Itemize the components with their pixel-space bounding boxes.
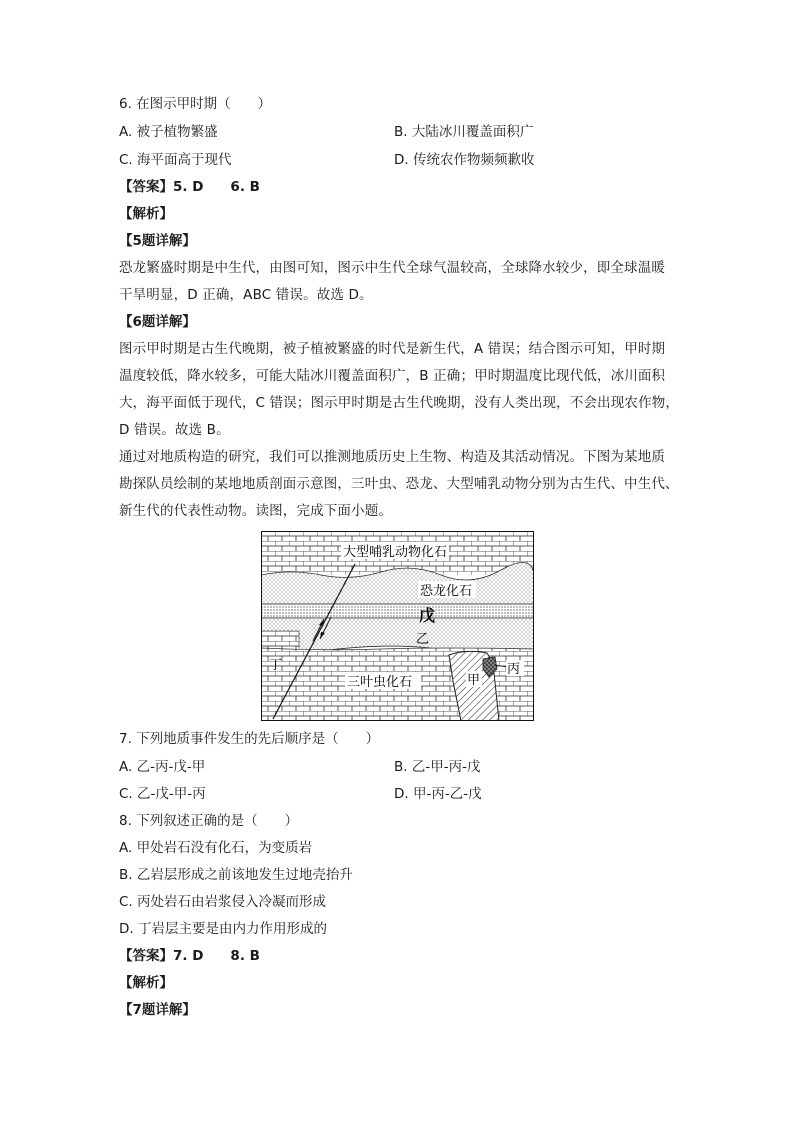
- intro-line: 新生代的代表性动物。读图，完成下面小题。: [119, 503, 392, 519]
- label-jia: 甲: [467, 673, 481, 688]
- analysis-title-2: 【解析】: [119, 975, 173, 991]
- q6-detail-line: 图示甲时期是古生代晚期，被子植被繁盛的时代是新生代，A 错误；结合图示可知，甲时期: [119, 341, 666, 357]
- q5-detail-title: 【5题详解】: [119, 233, 196, 249]
- q7-option-b: B. 乙-甲-丙-戊: [394, 759, 481, 775]
- answer-line-2: 【答案】7. D 8. B: [119, 948, 260, 964]
- wu-sublayer: [261, 604, 534, 618]
- analysis-title-1: 【解析】: [119, 206, 173, 222]
- q8-option-a: A. 甲处岩石没有化石，为变质岩: [119, 840, 313, 856]
- intro-line: 通过对地质构造的研究，我们可以推测地质历史上生物、构造及其活动情况。下图为某地质: [119, 449, 665, 465]
- label-dinosaur-fossil: 恐龙化石: [420, 584, 473, 599]
- geologic-cross-section-figure: [261, 531, 534, 721]
- q6-option-b: B. 大陆冰川覆盖面积广: [394, 124, 534, 140]
- q7-option-d: D. 甲-丙-乙-戊: [394, 786, 482, 802]
- q6-option-d: D. 传统农作物频频歉收: [394, 152, 535, 168]
- cross-section-svg: [261, 531, 534, 721]
- label-ding: 丁: [269, 658, 283, 673]
- q8-stem: 8. 下列叙述正确的是（ ）: [119, 813, 299, 829]
- q7-detail-title: 【7题详解】: [119, 1002, 196, 1018]
- q6-option-a: A. 被子植物繁盛: [119, 124, 218, 140]
- q8-option-b: B. 乙岩层形成之前该地发生过地壳抬升: [119, 867, 353, 883]
- q6-option-c: C. 海平面高于现代: [119, 152, 232, 168]
- label-bing: 丙: [507, 662, 521, 677]
- q7-stem: 7. 下列地质事件发生的先后顺序是（ ）: [119, 731, 380, 747]
- q6-detail-line: 大，海平面低于现代，C 错误；图示甲时期是古生代晚期，没有人类出现，不会出现农作物，: [119, 395, 680, 411]
- q7-option-c: C. 乙-戊-甲-丙: [119, 786, 206, 802]
- q6-stem: 6. 在图示甲时期（ ）: [119, 96, 272, 112]
- label-wu: 戊: [419, 606, 436, 625]
- q5-detail-line: 干旱明显，D 正确，ABC 错误。故选 D。: [119, 287, 373, 303]
- q6-detail-line: 温度较低，降水较多，可能大陆冰川覆盖面积广，B 正确；甲时期温度比现代低，冰川面积: [119, 368, 666, 384]
- q5-detail-line: 恐龙繁盛时期是中生代，由图可知，图示中生代全球气温较高，全球降水较少，即全球温暖: [119, 260, 665, 276]
- answer-line-1: 【答案】5. D 6. B: [119, 179, 260, 195]
- q8-option-c: C. 丙处岩石由岩浆侵入冷凝而形成: [119, 894, 327, 910]
- q7-option-a: A. 乙-丙-戊-甲: [119, 759, 206, 775]
- intro-line: 勘探队员绘制的某地地质剖面示意图，三叶虫、恐龙、大型哺乳动物分别为古生代、中生代、: [119, 476, 679, 492]
- label-mammal-fossil: 大型哺乳动物化石: [343, 545, 448, 560]
- q6-detail-line: D 错误。故选 B。: [119, 422, 230, 438]
- label-yi: 乙: [416, 632, 430, 647]
- q6-detail-title: 【6题详解】: [119, 314, 196, 330]
- label-trilobite-fossil: 三叶虫化石: [347, 675, 413, 690]
- q8-option-d: D. 丁岩层主要是由内力作用形成的: [119, 921, 327, 937]
